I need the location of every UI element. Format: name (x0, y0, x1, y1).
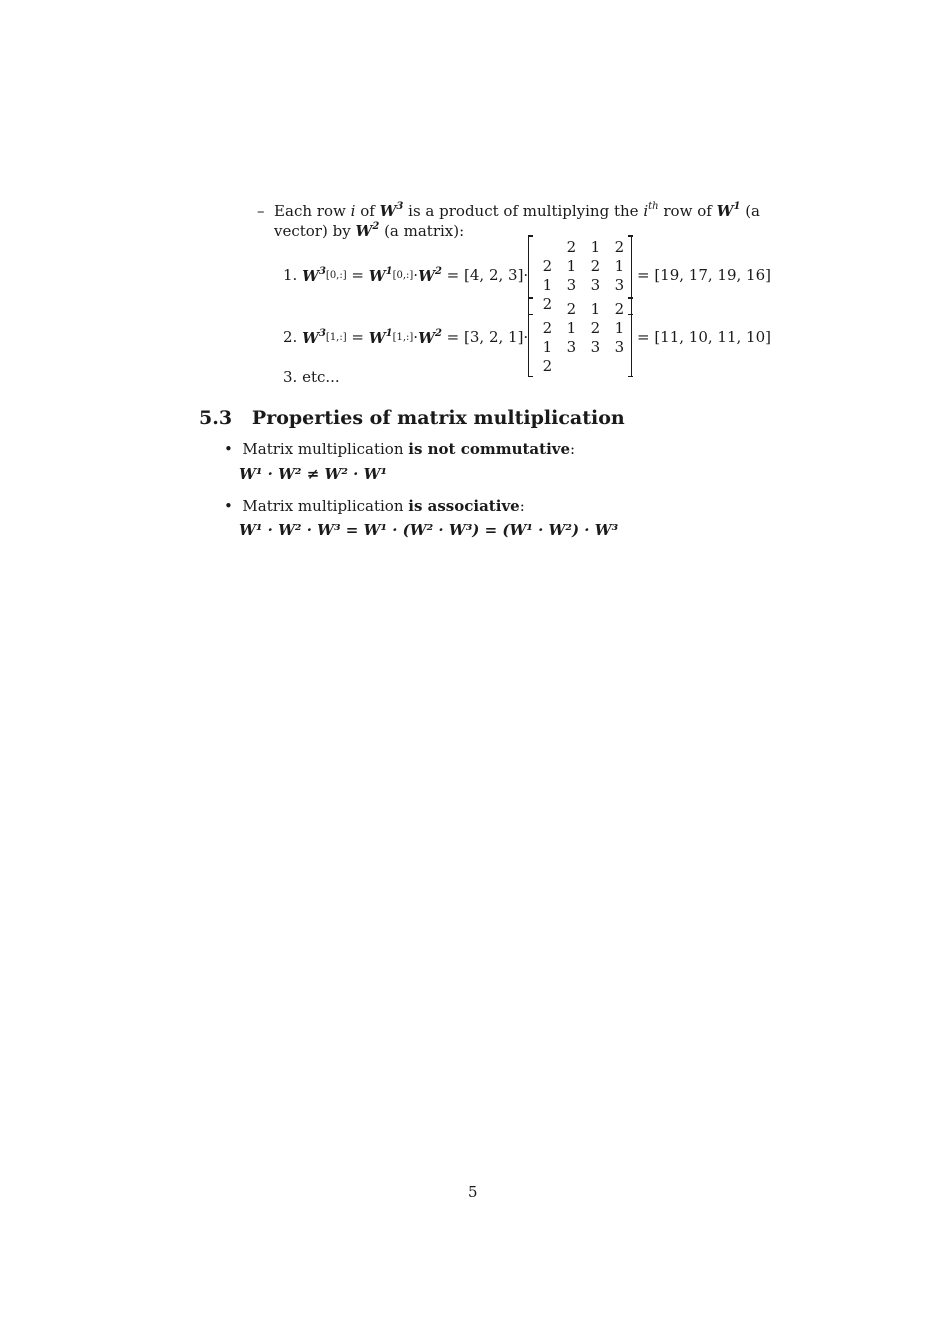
item-number: 3. (283, 368, 298, 386)
bullet-text: Matrix multiplication (242, 497, 404, 515)
bullet-bold: is associative (408, 497, 520, 515)
matrix-cell: 1 (566, 256, 577, 275)
matrix-cell: 1 (542, 275, 553, 294)
matrix-cell: 1 (614, 318, 625, 337)
row-vector: [3, 2, 1]· (464, 328, 529, 346)
matrix-cell: 1 (614, 256, 625, 275)
matrix-cell: 1 (590, 299, 601, 318)
matrix-cell: 2 (542, 294, 553, 313)
formula-associative: W¹ · W² · W³ = W¹ · (W² · W³) = (W¹ · W²) · W³ (239, 521, 619, 539)
matrix-cell: 2 (614, 299, 625, 318)
bullet-bold: is not commutative (408, 440, 571, 458)
page-number: 5 (468, 1183, 478, 1201)
matrix-cell: 3 (614, 275, 625, 294)
matrix-cell: 2 (614, 237, 625, 256)
matrix-cell: 2 (566, 237, 577, 256)
intro-line-2 (274, 221, 464, 240)
list-item (283, 368, 340, 386)
w1-symbol: $W^1$ (716, 201, 741, 220)
item-number: 2. (283, 328, 298, 346)
intro-text: vector) by (274, 222, 351, 240)
w2-symbol: $W^2$ (418, 327, 442, 347)
result-vector: = [11, 10, 11, 10] (636, 328, 771, 346)
matrix-cell: 3 (566, 337, 577, 356)
w3-row-symbol: $W^3$ (302, 327, 326, 347)
w3-symbol: $W^3$ (379, 201, 404, 220)
bullet-marker: • (224, 440, 233, 458)
w2-symbol: $W^2$ (418, 265, 442, 285)
matrix-cell: 3 (590, 337, 601, 356)
result-vector: = [19, 17, 19, 16] (636, 266, 771, 284)
matrix-cell: 3 (590, 275, 601, 294)
matrix-cell: 2 (542, 318, 553, 337)
bullet-item (224, 440, 575, 458)
item-text: etc... (302, 368, 340, 386)
row-index: [0,:] (325, 269, 347, 281)
intro-text: Each row (274, 202, 346, 220)
intro-text: (a (745, 202, 760, 220)
formula-commutative: W¹ · W² ≠ W² · W¹ (239, 465, 388, 483)
w3-row-symbol: $W^3$ (302, 265, 326, 285)
row-index: [1,:] (392, 331, 414, 343)
w2-symbol: $W^2$ (355, 221, 380, 240)
row-index: [0,:] (392, 269, 414, 281)
section-title: Properties of matrix multiplication (251, 407, 625, 429)
bullet-item (224, 497, 525, 515)
matrix (528, 294, 632, 377)
matrix-cell: 1 (566, 318, 577, 337)
matrix-cell: 1 (542, 337, 553, 356)
colon: : (570, 440, 576, 458)
intro-text: of (360, 202, 375, 220)
section-number: 5.3 (199, 407, 233, 429)
list-item: 1. $W^3$ [0,:] = $W^1$ [0,:] · $W^2$ = [4, 2, 3]· 2 1 2 2 1 2 1 1 3 3 3 2 = [19, 17, 19, 16] (283, 245, 771, 305)
w1-row-symbol: $W^1$ (368, 327, 393, 347)
item-number: 1. (283, 266, 298, 284)
bullet-marker: • (224, 497, 233, 515)
matrix-cell: 1 (590, 237, 601, 256)
matrix-cell: 2 (566, 299, 577, 318)
ith-symbol: $i^{th}$ (643, 201, 659, 220)
intro-text: (a matrix): (384, 222, 465, 240)
matrix-cell: 2 (590, 256, 601, 275)
row-vector: [4, 2, 3]· (464, 266, 529, 284)
matrix-cell: 2 (542, 356, 553, 375)
intro-text: row of (663, 202, 712, 220)
colon: : (519, 497, 525, 515)
dash-marker: – (257, 202, 265, 220)
intro-text: is a product of multiplying the (408, 202, 639, 220)
section-heading (199, 407, 625, 429)
matrix-cell: 3 (566, 275, 577, 294)
matrix-cell: 2 (590, 318, 601, 337)
w1-row-symbol: $W^1$ (368, 265, 393, 285)
matrix-cell: 3 (614, 337, 625, 356)
matrix-cell: 2 (542, 256, 553, 275)
var-i: i (350, 202, 356, 220)
intro-line-1 (257, 201, 760, 220)
row-index: [1,:] (325, 331, 347, 343)
bullet-text: Matrix multiplication (242, 440, 404, 458)
list-item: 2. $W^3$ [1,:] = $W^1$ [1,:] · $W^2$ = [3, 2, 1]· 2 1 2 2 1 2 1 1 3 3 3 2 = [11, 10, 11, 10] (283, 307, 771, 367)
